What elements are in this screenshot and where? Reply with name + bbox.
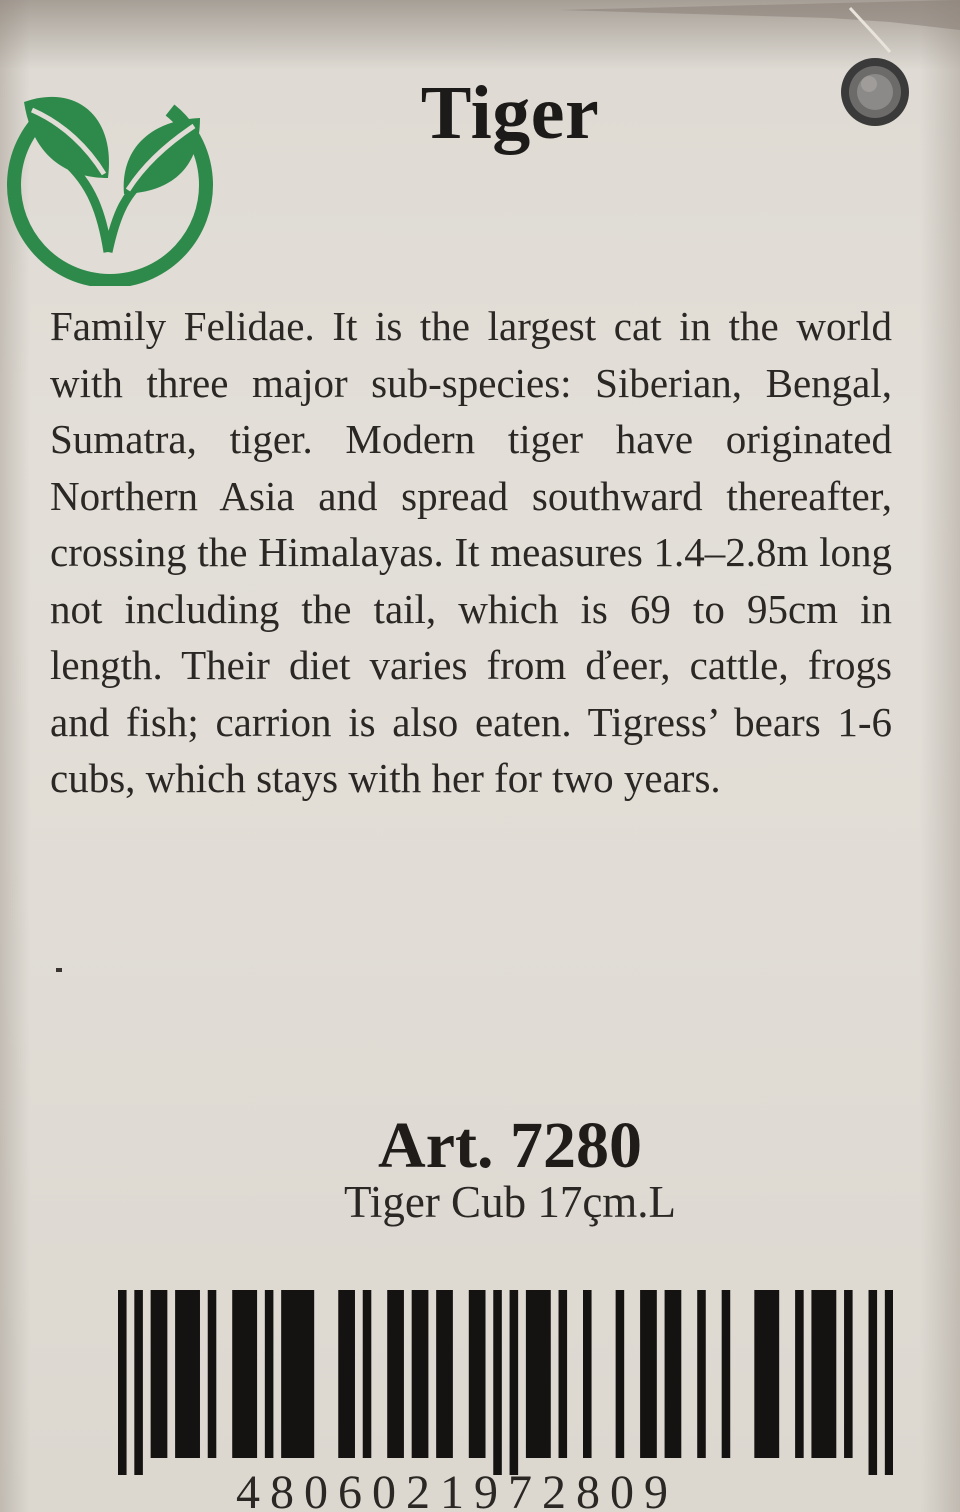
barcode-bar [183, 1290, 192, 1458]
barcode-bar [722, 1290, 731, 1458]
barcode-bar [616, 1290, 625, 1458]
barcode-bar [510, 1290, 519, 1475]
species-description: Family Felidae. It is the largest cat in the world with three major sub-species: Siberian, Bengal, Sumatra, tiger. Modern tiger have originated Northern Asia and spread southward thereafter, crossing the Himalayas. It measures 1.4–2.8m long not including the tail, which is 69 to 95cm in length. Their diet varies from ďeer, cattle, frogs and fish; carrion is also eaten. Tigress’ bears 1-6 cubs, which stays with her for two years. [50, 303, 892, 801]
barcode-bar [159, 1290, 168, 1458]
barcode-bar [387, 1290, 396, 1458]
grommet-hole-icon [835, 52, 915, 132]
barcode-bar [477, 1290, 486, 1458]
barcode-bar [754, 1290, 763, 1458]
barcode-bar [559, 1290, 568, 1458]
barcode-bar [289, 1290, 298, 1458]
barcode-bar [175, 1290, 184, 1458]
barcode-bar [420, 1290, 429, 1458]
barcode-bar [232, 1290, 241, 1458]
article-number: Art. 7280 [378, 1109, 642, 1182]
barcode-bar [493, 1290, 502, 1475]
barcode-bar [795, 1290, 804, 1458]
barcode-number: 4806021972809 [236, 1466, 678, 1512]
barcode-bar [436, 1290, 445, 1458]
barcode-bar [640, 1290, 649, 1458]
barcode-bar [134, 1290, 143, 1475]
tag-title: Tiger [420, 71, 600, 155]
barcode [118, 1290, 893, 1475]
barcode-bar [469, 1290, 478, 1458]
barcode-bar [191, 1290, 200, 1458]
barcode-bar [828, 1290, 837, 1458]
barcode-bar [885, 1290, 893, 1475]
barcode-bar [151, 1290, 160, 1458]
product-name: Tiger Cub 17çm.L [343, 1177, 677, 1227]
barcode-bar [534, 1290, 543, 1458]
barcode-bar [820, 1290, 829, 1458]
barcode-bar [697, 1290, 706, 1458]
barcode-bar [208, 1290, 217, 1458]
barcode-bar [395, 1290, 404, 1458]
barcode-bar [762, 1290, 771, 1458]
barcode-bar [306, 1290, 315, 1458]
barcode-bar [240, 1290, 249, 1458]
barcode-bar [412, 1290, 421, 1458]
print-mark [56, 968, 62, 972]
barcode-bar [265, 1290, 274, 1458]
barcode-bar [673, 1290, 682, 1458]
barcode-bar [771, 1290, 780, 1458]
barcode-bar [844, 1290, 853, 1458]
barcode-bar [444, 1290, 453, 1458]
barcode-bar [118, 1290, 127, 1475]
barcode-bar [869, 1290, 878, 1475]
barcode-bar [526, 1290, 535, 1458]
barcode-bar [665, 1290, 674, 1458]
eco-leaf-logo-icon [4, 74, 216, 286]
barcode-bar [346, 1290, 355, 1458]
barcode-bar [338, 1290, 347, 1458]
hang-string [560, 0, 960, 60]
right-shadow [920, 0, 960, 1512]
barcode-bar [648, 1290, 657, 1458]
barcode-bar [583, 1290, 592, 1458]
barcode-bar [297, 1290, 306, 1458]
barcode-bar [363, 1290, 372, 1458]
barcode-bar [281, 1290, 290, 1458]
barcode-bar [542, 1290, 551, 1458]
barcode-bar [249, 1290, 258, 1458]
barcode-bar [811, 1290, 820, 1458]
